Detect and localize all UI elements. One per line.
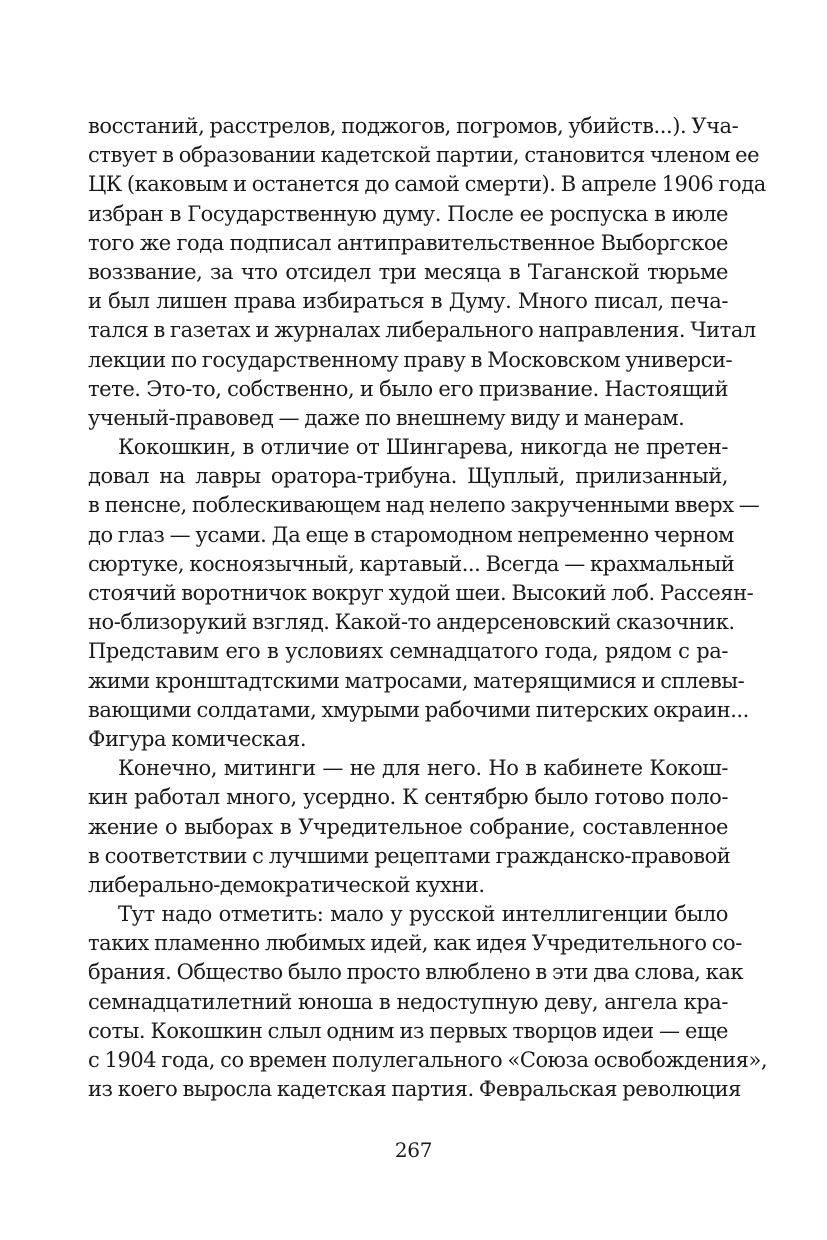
text-line: стоячий воротничок вокруг худой шеи. Высокий лоб. Рассеян- bbox=[88, 581, 754, 605]
text-line: либерально-демократической кухни. bbox=[88, 872, 485, 897]
text-line: Кокошкин, в отличие от Шингарева, никогда не претен- bbox=[118, 435, 728, 460]
text-line: ствует в образовании кадетской партии, становится членом ее bbox=[88, 143, 760, 168]
text-line: Фигура комическая. bbox=[88, 726, 307, 751]
text-line: воззвание, за что отсидел три месяца в Таганской тюрьме bbox=[88, 259, 728, 284]
text-line: Конечно, митинги — не для него. Но в кабинете Кокош- bbox=[118, 756, 728, 781]
text-line: ученый-правовед — даже по внешнему виду и манерам. bbox=[88, 405, 685, 430]
paragraph bbox=[88, 754, 731, 900]
body-text bbox=[88, 112, 768, 1104]
text-line: Представим его в условиях семнадцатого года, рядом с ра- bbox=[88, 639, 728, 664]
text-line: ЦК (каковым и останется до самой смерти). В апреле 1906 года bbox=[88, 172, 766, 197]
text-line: тался в газетах и журналах либерального направления. Читал bbox=[88, 318, 756, 343]
text-line: вающими солдатами, хмурыми рабочими питерских окраин... bbox=[88, 697, 749, 722]
text-line: избран в Государственную думу. После ее роспуска в июле bbox=[88, 201, 728, 226]
text-line: и был лишен права избираться в Думу. Много писал, печа- bbox=[88, 289, 728, 314]
paragraph bbox=[88, 433, 760, 754]
text-line: но-близорукий взгляд. Какой-то андерсеновский сказочник. bbox=[88, 610, 735, 635]
text-line: лекции по государственному праву в Московском универси- bbox=[88, 347, 733, 372]
text-line: тете. Это-то, собственно, и было его призвание. Настоящий bbox=[88, 376, 728, 401]
text-line: соты. Кокошкин слыл одним из первых творцов идеи — еще bbox=[88, 1018, 728, 1043]
text-line: довал на лавры оратора-трибуна. Щуплый, прилизанный, bbox=[88, 464, 728, 489]
text-line: в соответствии с лучшими рецептами гражданско-правовой bbox=[88, 843, 731, 868]
text-line: того же года подписал антиправительственное Выборгское bbox=[88, 230, 728, 255]
text-line: жение о выборах в Учредительное собрание, составленное bbox=[88, 814, 728, 839]
text-line: кин работал много, усердно. К сентябрю было готово поло- bbox=[88, 785, 728, 810]
text-line: сюртуке, косноязычный, картавый... Всегда — крахмальный bbox=[88, 551, 735, 576]
text-line: с 1904 года, со времен полулегального «Союза освобождения», bbox=[88, 1048, 768, 1072]
text-line: до глаз — усами. Да еще в старомодном непременно черном bbox=[88, 522, 734, 547]
text-line: Тут надо отметить: мало у русской интеллигенции было bbox=[118, 902, 728, 927]
text-line: в пенсне, поблескивающем над нелепо закрученными вверх — bbox=[88, 493, 760, 518]
text-line: восстаний, расстрелов, поджогов, погромов, убийств...). Уча- bbox=[88, 114, 739, 138]
paragraph bbox=[88, 112, 766, 433]
text-line: из коего выросла кадетская партия. Февральская революция bbox=[88, 1077, 741, 1102]
text-line: брания. Общество было просто влюблено в эти два слова, как bbox=[88, 960, 744, 985]
text-line: таких пламенно любимых идей, как идея Учредительного со- bbox=[88, 931, 742, 956]
text-line: жими кронштадтскими матросами, матерящимися и сплевы- bbox=[88, 668, 745, 693]
paragraph bbox=[88, 900, 768, 1104]
page-number: 267 bbox=[394, 1138, 433, 1162]
text-line: семнадцатилетний юноша в недоступную деву, ангела кра- bbox=[88, 989, 728, 1014]
